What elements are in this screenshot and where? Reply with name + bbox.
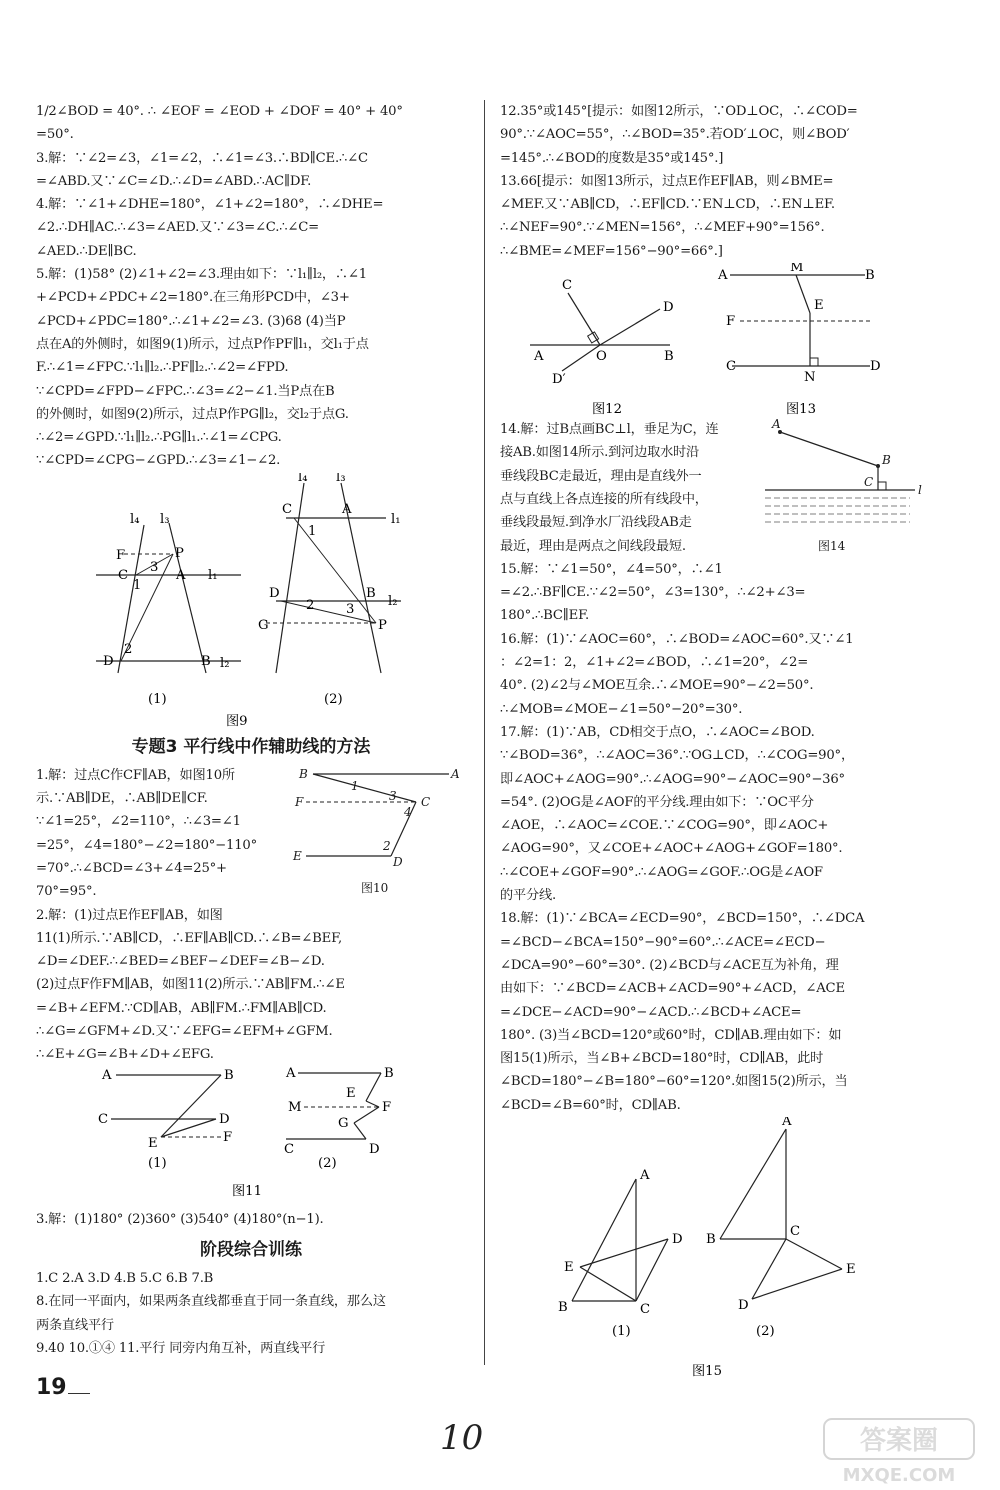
text-line: ∠PCD+∠PDC=180°.∴∠1+∠2=∠3. (3)68 (4)当P [36, 313, 346, 329]
question-15 [500, 558, 930, 628]
fig11b-label-a: A [286, 1066, 296, 1081]
page-number: 19 [36, 1375, 67, 1400]
fig12-label-o: O [596, 349, 607, 365]
fig15-label-d: D [672, 1231, 683, 1247]
text-line: 图15(1)所示，当∠B+∠BCD=180°时，CD∥AB，此时 [500, 1051, 824, 1067]
page-number-rule [68, 1393, 90, 1394]
text-line: 11(1)所示.∵AB∥CD，∴EF∥AB∥CD.∴∠B=∠BEF, [36, 930, 342, 946]
text-line: 40°. (2)∠2与∠MOE互余.∴∠MOE=90°−∠2=50°. [500, 678, 814, 694]
fig9-label-3: 3 [150, 559, 159, 575]
text-line: 即∠AOC+∠AOG=90°.∴∠AOG=90°−∠AOC=90°−36° [500, 771, 845, 787]
text-line: =54°. (2)OG是∠AOF的平分线.理由如下：∵OC平分 [500, 794, 814, 810]
question-18 [500, 907, 930, 1117]
text-line: 18.解：(1)∵∠BCA=∠ECD=90°，∠BCD=150°，∴∠DCA [500, 911, 865, 927]
fig14-label-a: A [772, 418, 781, 432]
fig10-label-1: 1 [351, 778, 359, 793]
fig12-label-d: D [663, 300, 674, 316]
question-17 [500, 721, 930, 907]
figure-14-drawing [760, 418, 930, 558]
topic-question-2 [36, 904, 466, 1067]
text-line: 示.∵AB∥DE，∴AB∥DE∥CF. [36, 791, 208, 807]
fig9-label-b: B [201, 653, 211, 669]
section-heading-topic3: 专题3 平行线中作辅助线的方法 [131, 736, 371, 757]
fig15-caption: 图15 [692, 1363, 722, 1379]
fig9-sub2: (2) [324, 691, 343, 707]
fig11-label-e: E [148, 1135, 158, 1151]
fig9b-label-l2: l₂ [388, 593, 398, 609]
fig11b-label-m: M [288, 1099, 302, 1115]
text-line: ：∠2=1：2，∠1+∠2=∠BOD，∴∠1=20°，∠2= [500, 655, 809, 671]
text-line: 1/2∠BOD = 40°. ∴ ∠EOF = ∠EOD + ∠DOF = 40° + 40° [36, 104, 403, 119]
text-line: ∠BCD=∠B=60°时，CD∥AB. [500, 1097, 681, 1113]
question-16 [500, 628, 930, 721]
fig13-label-b: B [865, 268, 875, 284]
text-line: =∠BCD−∠BCA=150°−90°=60°.∴∠ACE=∠ECD− [500, 934, 826, 950]
fig11-caption: 图11 [232, 1183, 262, 1199]
fig10-label-e: E [293, 848, 302, 863]
right-column [500, 100, 930, 1387]
text-line: ∴∠G=∠GFM+∠D.又∵∠EFG=∠EFM+∠GFM. [36, 1024, 333, 1040]
text-line: (2)过点F作FM∥AB，如图11(2)所示.∵AB∥FM.∴∠E [36, 977, 345, 993]
fig9-label-f: F [116, 547, 126, 563]
text-line: 8.在同一平面内，如果两条直线都垂直于同一条直线，那么这 [36, 1294, 386, 1310]
fig9b-label-a: A [342, 501, 352, 517]
fig10-label-f: F [295, 794, 304, 809]
text-line: ∠D=∠DEF.∴∠BED=∠BEF−∠DEF=∠B−∠D. [36, 954, 325, 970]
text-line: 由如下：∵∠BCD=∠ACB+∠ACD=90°+∠ACD，∠ACE [500, 981, 845, 997]
text-line: 1.解：过点C作CF∥AB，如图10所 [36, 767, 235, 783]
text-line: =∠2.∴BF∥CE.∵∠2=50°，∠3=130°，∴∠2+∠3= [500, 585, 806, 601]
fig13-caption: 图13 [786, 402, 816, 418]
figure-11-drawing [36, 1067, 466, 1202]
text-line: 接AB.如图14所示.到河边取水时沿 [500, 445, 700, 461]
fig11b-label-b: B [384, 1066, 394, 1081]
text-line: =70°.∴∠BCD=∠3+∠4=25°+ [36, 860, 227, 876]
fig11-label-d: D [219, 1111, 230, 1127]
fig9-label-l3: l₃ [160, 511, 170, 527]
text-line: ∴∠COE+∠GOF=90°.∴∠AOG=∠GOF.∴OG是∠AOF [500, 864, 823, 880]
text-line: 点在A的外侧时，如图9(1)所示，过点P作PF∥l₁，交l₁于点 [36, 336, 369, 352]
text-line: 3.解：∵∠2=∠3，∠1=∠2，∴∠1=∠3.∴BD∥CE.∴∠C [36, 150, 368, 166]
fig14-label-b: B [882, 453, 891, 468]
fig12-label-a: A [534, 349, 544, 365]
fig11-label-b: B [224, 1067, 234, 1083]
fig9-label-d: D [103, 653, 114, 669]
figure-14 [760, 418, 930, 558]
text-line: =25°，∠4=180°−∠2=180°−110° [36, 837, 257, 853]
fig9-label-p: P [175, 545, 184, 561]
fill-answers: 9.40 10.①④ 11.平行 同旁内角互补，两直线平行 [36, 1340, 326, 1356]
watermark-text: 答案圈 [859, 1426, 939, 1456]
question-4 [36, 193, 466, 263]
text-line: =∠DCE−∠ACD=90°−∠ACD.∴∠BCD+∠ACE= [500, 1004, 802, 1020]
watermark-url: MXQE.COM [842, 1465, 956, 1486]
fig11-label-c: C [98, 1111, 109, 1127]
text-line: ∠AOG=90°，又∠COE+∠AOC+∠AOG+∠GOF=180°. [500, 841, 843, 857]
text-line: 4.解：∵∠1+∠DHE=180°，∠1+∠2=180°，∴∠DHE= [36, 197, 384, 213]
fig12-caption: 图12 [592, 402, 622, 418]
text-line: =145°.∴∠BOD的度数是35°或145°.] [500, 150, 724, 166]
text-line: 90°.∵∠AOC=55°，∴∠BOD=35°.若OD′⊥OC，则∠BOD′ [500, 127, 850, 143]
text-line: ∠MEF.又∵AB∥CD，∴EF∥CD.∵EN⊥CD，∴EN⊥EF. [500, 197, 835, 213]
text-line: 最近，理由是两点之间线段最短. [500, 538, 686, 554]
text-line: F.∴∠1=∠FPC.∵l₁∥l₂.∴PF∥l₂.∴∠2=∠FPD. [36, 360, 289, 376]
text-line: 两条直线平行 [36, 1317, 114, 1333]
handwritten-note: 10 [440, 1418, 484, 1458]
text-line: 垂线段最短.到净水厂沿线段AB走 [500, 515, 692, 531]
fig15-sub2: (2) [756, 1323, 775, 1339]
fig9-sub1: (1) [148, 691, 167, 707]
fig10-label-2: 2 [383, 838, 391, 853]
column-divider [484, 100, 485, 1365]
fig9b-label-l3: l₃ [336, 472, 346, 485]
fig13-label-m: M [790, 263, 804, 276]
fig11-label-f: F [223, 1129, 233, 1145]
text-line: ∴∠E+∠G=∠B+∠D+∠EFG. [36, 1047, 214, 1063]
fig15b-label-a: A [782, 1116, 792, 1129]
fig10-label-3: 3 [389, 788, 397, 803]
text-line: ∴∠NEF=90°.∵∠MEN=156°，∴∠MEF+90°=156°. [500, 220, 825, 236]
figure-15 [500, 1117, 930, 1387]
fig12-label-b: B [664, 349, 674, 365]
text-line: 12.35°或145°[提示：如图12所示，∵OD⊥OC，∴∠COD= [500, 104, 858, 119]
text-line: ∴∠2=∠GPD.∵l₁∥l₂.∴PG∥l₁.∴∠1=∠CPG. [36, 430, 282, 446]
fig13-label-n: N [804, 370, 816, 386]
question-14-text [500, 418, 755, 558]
fig9b-label-b: B [366, 585, 376, 601]
text-line: =∠ABD.又∵∠C=∠D.∴∠D=∠ABD.∴AC∥DF. [36, 173, 312, 189]
fig11-sub2: (2) [318, 1155, 337, 1171]
fig15-label-a: A [640, 1167, 650, 1183]
fig15-label-e: E [564, 1259, 574, 1275]
fig10-label-d: D [393, 854, 403, 869]
fig9-caption: 图9 [226, 713, 248, 728]
fig11b-label-c: C [284, 1141, 295, 1157]
topic-question-1 [36, 764, 466, 904]
fig13-label-f: F [726, 314, 736, 330]
text-line: +∠PCD+∠PDC+∠2=180°.在三角形PCD中，∠3+ [36, 290, 350, 306]
fig15-sub1: (1) [612, 1323, 631, 1339]
fig9b-label-l1: l₁ [391, 511, 401, 527]
fig15b-label-c: C [790, 1223, 801, 1239]
fig9b-label-g: G [258, 617, 269, 633]
fig11b-label-d: D [369, 1141, 380, 1157]
text-line: ∵∠CPD=∠FPD−∠FPC.∴∠3=∠2−∠1.当P点在B [36, 383, 335, 399]
question-3 [36, 147, 466, 194]
left-column [36, 100, 466, 1360]
figure-10 [291, 764, 466, 899]
text-line: ∴∠MOB=∠MOE−∠1=50°−20°=30°. [500, 701, 743, 717]
fig13-label-a: A [718, 268, 728, 284]
fig9b-label-2: 2 [306, 597, 315, 613]
question-5 [36, 263, 466, 473]
text-line: 垂线段BC走最近，理由是直线外一 [500, 468, 702, 484]
text-line: 的外侧时，如图9(2)所示，过点P作PG∥l₂，交l₂于点G. [36, 406, 349, 422]
fig9b-label-l4: l₄ [298, 472, 308, 485]
fig14-label-l: l [918, 483, 922, 498]
fig13-label-c: C [726, 359, 737, 375]
question-13 [500, 170, 930, 263]
fig15b-label-d: D [738, 1297, 749, 1313]
text-line: 180°.∴BC∥EF. [500, 608, 589, 624]
fig9b-label-d: D [269, 585, 280, 601]
text-line: ∵∠CPD=∠CPG−∠GPD.∴∠3=∠1−∠2. [36, 453, 281, 469]
fig9-label-2: 2 [124, 641, 133, 657]
figure-9 [36, 473, 466, 728]
fig15-label-c: C [640, 1301, 651, 1317]
fig10-label-a: A [451, 766, 460, 781]
fig15b-label-b: B [706, 1231, 716, 1247]
fig9-label-l4: l₄ [130, 511, 140, 527]
text-line: =50°. [36, 127, 74, 143]
intro-lines [36, 100, 466, 147]
text-line: ∵∠1=25°，∠2=110°，∴∠3=∠1 [36, 814, 241, 830]
fig10-caption: 图10 [361, 880, 389, 895]
fig13-label-d: D [870, 359, 881, 375]
fig15-label-b: B [558, 1299, 568, 1315]
fig9b-label-3: 3 [346, 601, 355, 617]
text-line: ∠AED.∴DE∥BC. [36, 243, 137, 259]
fig11-sub1: (1) [148, 1155, 167, 1171]
text-line: =∠B+∠EFM.∵CD∥AB，AB∥FM.∴FM∥AB∥CD. [36, 1000, 327, 1016]
fig12-label-c: C [562, 278, 573, 294]
fig9-label-1: 1 [133, 577, 142, 593]
fig12-label-d2: D′ [552, 372, 566, 388]
section-heading-review: 阶段综合训练 [200, 1239, 302, 1260]
fig11b-label-f: F [382, 1099, 392, 1115]
fig10-label-c: C [421, 794, 431, 809]
fig14-label-c: C [864, 475, 874, 490]
text-line: ∵∠BOD=36°，∴∠AOC=36°.∵OG⊥CD，∴∠COG=90°， [500, 748, 854, 764]
fig9b-label-c: C [282, 501, 293, 517]
question-12 [500, 100, 930, 170]
fig10-label-b: B [299, 766, 308, 781]
text-line: 5.解：(1)58° (2)∠1+∠2=∠3.理由如下：∵l₁∥l₂，∴∠1 [36, 267, 367, 283]
figure-11 [36, 1067, 466, 1202]
fig11b-label-g: G [338, 1115, 349, 1131]
text-line: 14.解：过B点画BC⊥l，垂足为C，连 [500, 422, 719, 438]
text-line: 15.解：∵∠1=50°，∠4=50°，∴∠1 [500, 561, 723, 577]
text-line: ∠BCD=180°−∠B=180°−60°=120°.如图15(2)所示，当 [500, 1074, 848, 1090]
topic-question-3: 3.解：(1)180° (2)360° (3)540° (4)180°(n−1). [36, 1211, 324, 1227]
fig11b-label-e: E [346, 1085, 356, 1101]
fig9-label-c: C [118, 567, 129, 583]
fig10-label-4: 4 [404, 804, 412, 819]
fig11-label-a: A [102, 1067, 112, 1083]
text-line: ∠DCA=90°−60°=30°. (2)∠BCD与∠ACE互为补角，理 [500, 957, 839, 973]
text-line: 点与直线上各点连接的所有线段中， [500, 491, 708, 507]
figure-15-drawing [500, 1117, 930, 1387]
text-line: 的平分线. [500, 888, 556, 904]
choice-answers: 1.C 2.A 3.D 4.B 5.C 6.B 7.B [36, 1270, 214, 1286]
fig9-label-a: A [176, 567, 186, 583]
figures-12-13-drawing [500, 263, 930, 418]
fig9-label-l2: l₂ [220, 655, 230, 671]
text-line: 2.解：(1)过点E作EF∥AB，如图 [36, 907, 223, 923]
text-line: ∠2.∴DH∥AC.∴∠3=∠AED.又∵∠3=∠C.∴∠C= [36, 220, 320, 236]
fig15b-label-e: E [846, 1261, 856, 1277]
text-line: 70°=95°. [36, 884, 97, 900]
question-14 [500, 418, 930, 558]
text-line: 13.66[提示：如图13所示，过点E作EF∥AB，则∠BME= [500, 173, 834, 189]
watermark-logo [820, 1415, 980, 1487]
text-line: 16.解：(1)∵∠AOC=60°，∴∠BOD=∠AOC=60°.又∵∠1 [500, 631, 854, 647]
fig9-label-l1: l₁ [208, 567, 218, 583]
text-line: 180°. (3)当∠BCD=120°或60°时，CD∥AB.理由如下：如 [500, 1027, 842, 1043]
figure-10-drawing [291, 764, 466, 899]
fig14-caption: 图14 [818, 539, 846, 554]
text-line: ∴∠BME=∠MEF=156°−90°=66°.] [500, 243, 723, 259]
fig9b-label-p: P [378, 617, 387, 633]
fig13-label-e: E [814, 298, 824, 314]
text-line: ∠AOE，∴∠AOC=∠COE.∵∠COG=90°，即∠AOC+ [500, 818, 829, 834]
topic-question-1-text [36, 764, 281, 904]
figures-12-13 [500, 263, 930, 418]
figure-9-drawing [36, 473, 466, 728]
fig9b-label-1: 1 [308, 523, 317, 539]
text-line: 17.解：(1)∵AB，CD相交于点O，∴∠AOC=∠BOD. [500, 724, 815, 740]
